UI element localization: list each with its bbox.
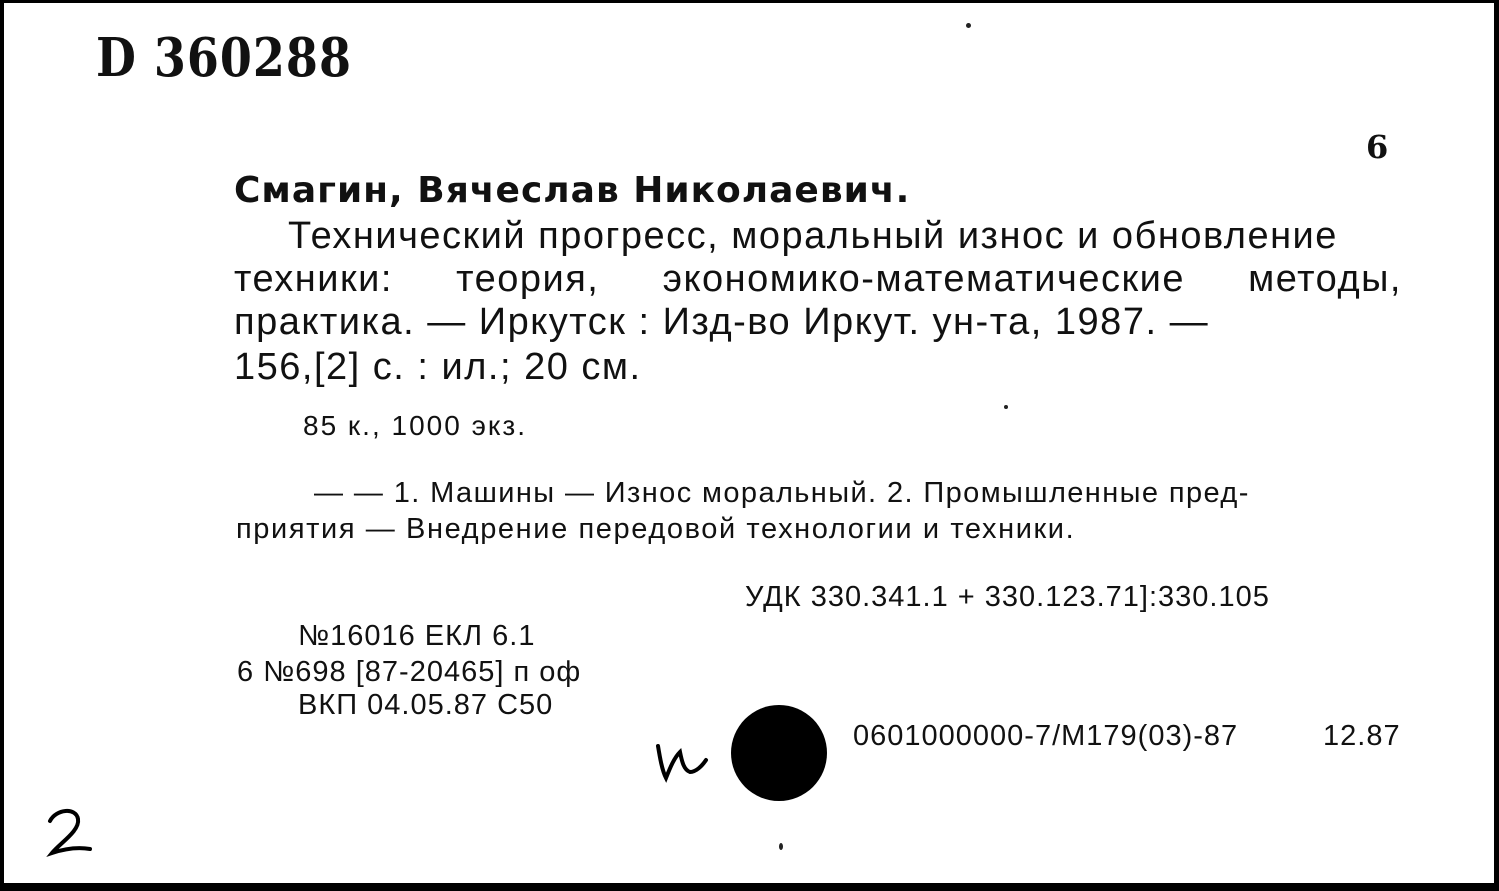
title-line-1: Технический прогресс, моральный износ и обновление [288, 215, 1338, 257]
index-code: 0601000000-7/М179(03)-87 [853, 720, 1239, 752]
print-speck [779, 843, 783, 850]
udc-code: УДК 330.341.1 + 330.123.71]:330.105 [745, 581, 1270, 613]
title-line-2-word: техники: [234, 258, 393, 300]
print-speck [1004, 405, 1008, 409]
title-line-3: практика. — Иркутск : Изд-во Иркут. ун-та, 1987. — [234, 301, 1210, 343]
author-heading: Смагин, Вячеслав Николаевич. [234, 170, 911, 211]
catalog-line-1: №16016 ЕКЛ 6.1 [298, 620, 536, 652]
subjects-line-2: приятия — Внедрение передовой технологии и техники. [236, 513, 1076, 545]
catalog-line-2: 6 №698 [87-20465] п оф [237, 656, 582, 688]
print-speck [966, 23, 971, 28]
punch-hole [731, 705, 827, 801]
index-date: 12.87 [1323, 720, 1401, 752]
title-line-2-word: методы, [1248, 258, 1402, 300]
catalog-card [4, 3, 1494, 883]
call-number: D 360288 [96, 26, 352, 89]
subjects-line-1: — — 1. Машины — Износ моральный. 2. Промышленные пред- [314, 477, 1250, 509]
title-line-2 [234, 260, 1402, 298]
title-line-2-word: теория, [456, 258, 600, 300]
copies-count: 6 [1366, 128, 1389, 166]
title-line-4: 156,[2] с. : ил.; 20 см. [234, 346, 642, 388]
handwritten-number-mark [42, 803, 98, 861]
price-print-run: 85 к., 1000 экз. [303, 410, 528, 441]
handwritten-initial-mark [652, 738, 722, 783]
title-line-2-word: экономико-математические [662, 258, 1185, 300]
catalog-line-3: ВКП 04.05.87 С50 [298, 689, 554, 721]
